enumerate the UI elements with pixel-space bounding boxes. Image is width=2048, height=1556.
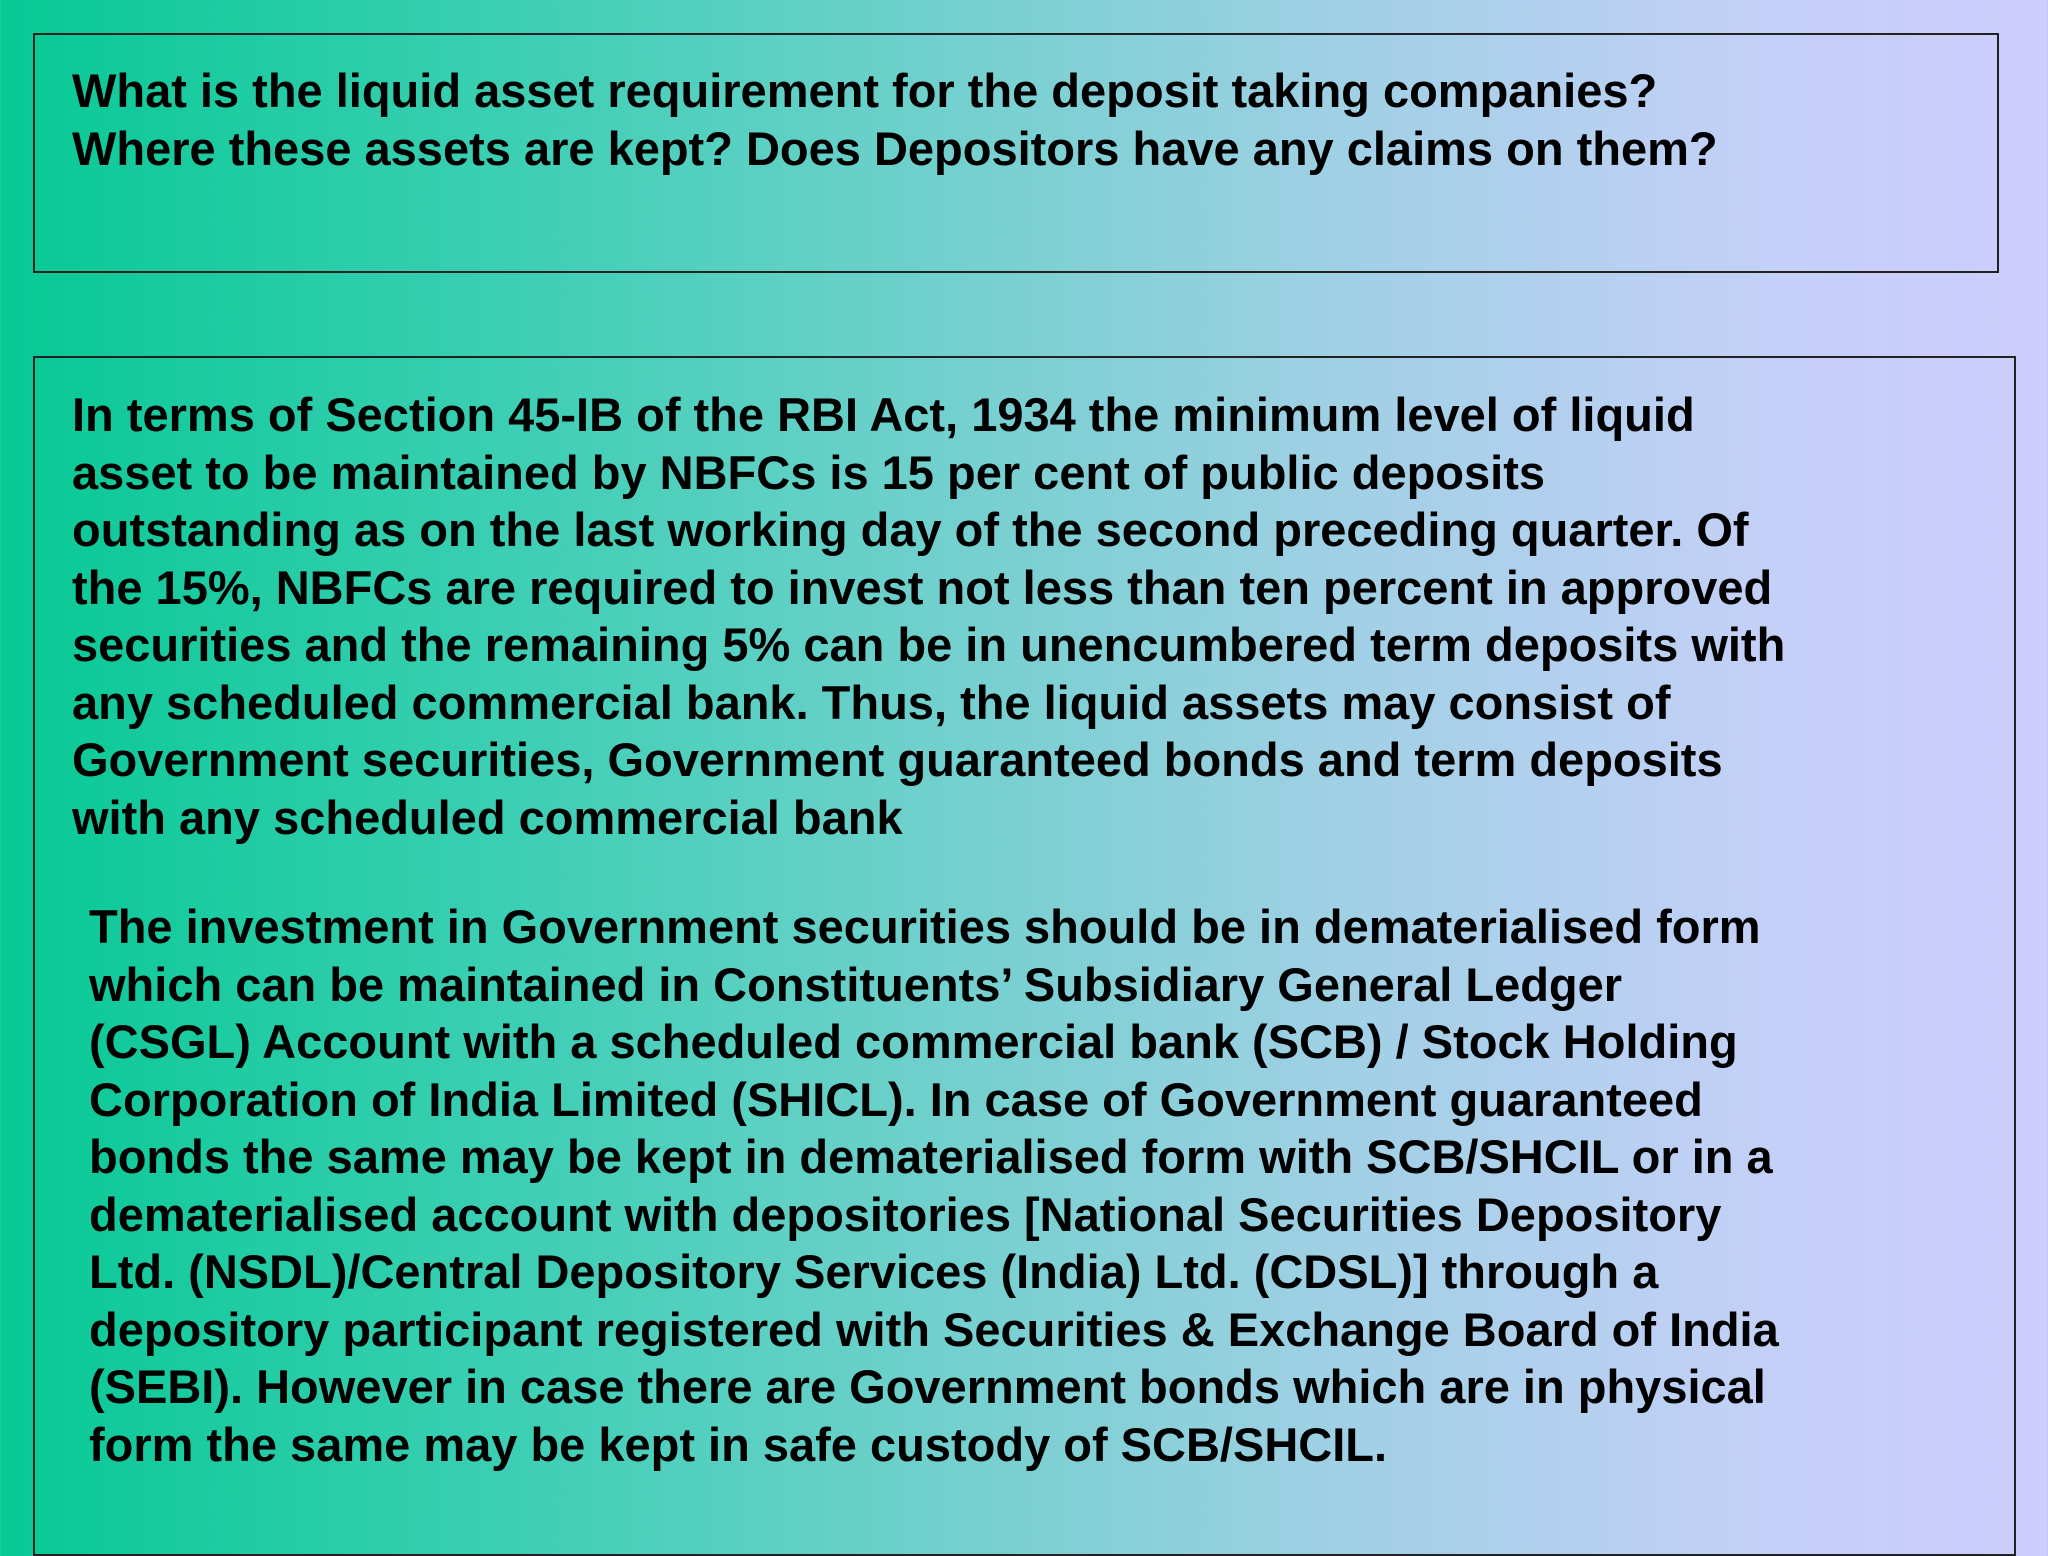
question-text: What is the liquid asset requirement for the deposit taking companies? Where these assets are kept? Does Depositors have any claims on them?: [72, 64, 1718, 175]
answer-paragraph-1: In terms of Section 45-IB of the RBI Act, 1934 the minimum level of liquid asset to be maintained by NBFCs is 15 per cent of public deposits outstanding as on the last working day of the second preceding quarter. Of the 15%, NBFCs are required to invest not less than ten percent in approved securities and the remaining 5% can be in unencumbered term deposits with any scheduled commercial bank. Thus, the liquid assets may consist of Government securities, Government guaranteed bonds and term deposits with any scheduled commercial bank: [72, 388, 1786, 844]
answer-paragraph-2: The investment in Government securities should be in dematerialised form which can be maintained in Constituents’ Subsidiary General Ledger (CSGL) Account with a scheduled commercial bank (SCB) / Stock Holding Corporation of India Limited (SHICL). In case of Government guaranteed bonds the same may be kept in dematerialised form with SCB/SHCIL or in a dematerialised account with depositories [National Securities Depository Ltd. (NSDL)/Central Depository Services (India) Ltd. (CDSL)] through a depository participant registered with Securities & Exchange Board of India (SEBI). However in case there are Government bonds which are in physical form the same may be kept in safe custody of SCB/SHCIL.: [89, 900, 1779, 1471]
